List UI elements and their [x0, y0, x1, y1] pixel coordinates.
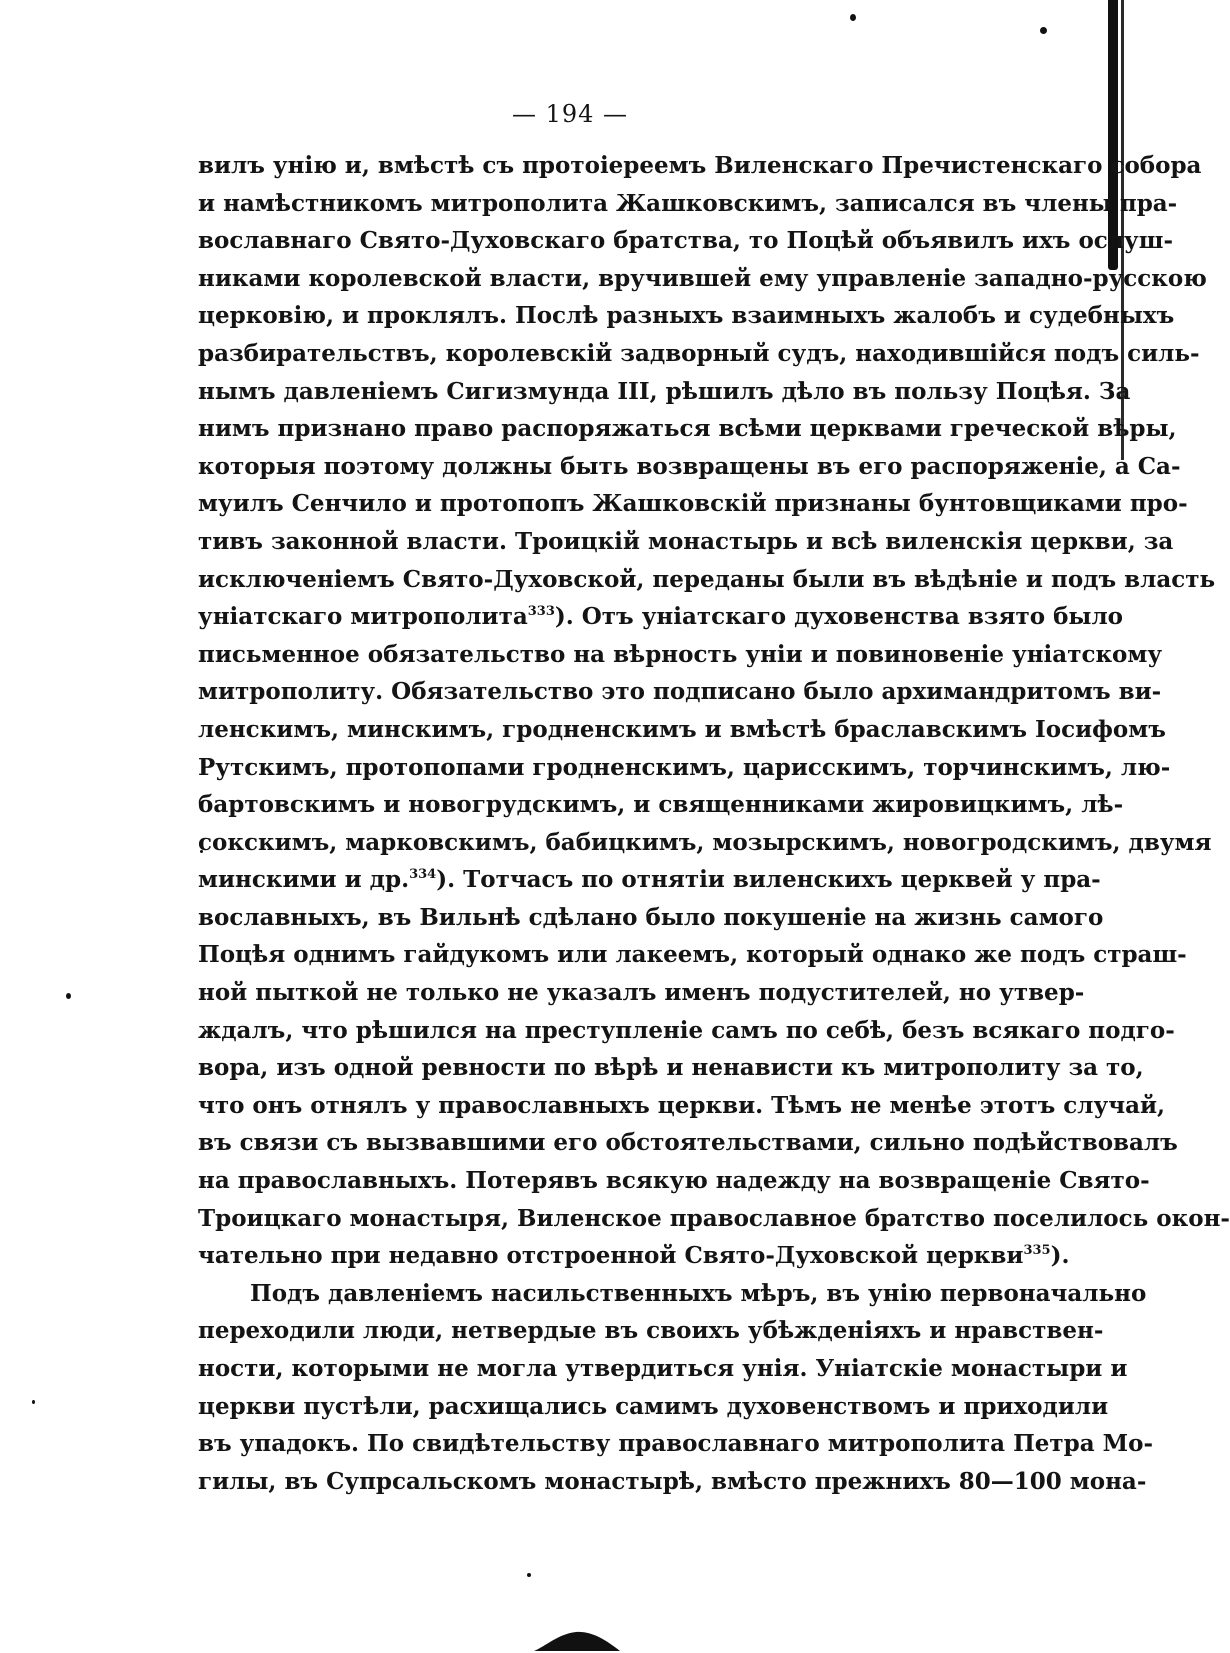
- line-text: Подъ давленіемъ насильственныхъ мѣръ, въ унію первоначально: [250, 1279, 1147, 1307]
- text-line: [198, 1312, 1104, 1350]
- text-line: [198, 974, 1085, 1012]
- footnote-marker: 333: [527, 604, 555, 620]
- scan-speck: [32, 1400, 35, 1404]
- text-line: [198, 598, 1124, 636]
- footnote-marker: 334: [409, 867, 437, 883]
- line-text: Троицкаго монастыря, Виленское православное братство поселилось окон-: [198, 1204, 1230, 1232]
- text-line: [198, 448, 1181, 486]
- line-text: ленскимъ, минскимъ, гродненскимъ и вмѣстѣ браславскимъ Іосифомъ: [198, 715, 1166, 743]
- text-line: [198, 673, 1162, 711]
- text-line: [198, 373, 1131, 411]
- text-line: [198, 222, 1174, 260]
- text-line: [198, 824, 1212, 862]
- text-line: [198, 1350, 1128, 1388]
- text-line: [198, 1463, 1147, 1501]
- line-text: вора, изъ одной ревности по вѣрѣ и ненависти къ митрополиту за то,: [198, 1054, 1144, 1082]
- line-text: чательно при недавно отстроенной Свято-Духовской церкви: [198, 1242, 1024, 1270]
- line-text: сокскимъ, марковскимъ, бабицкимъ, мозырскимъ, новогродскимъ, двумя: [198, 828, 1212, 856]
- text-line: [198, 636, 1163, 674]
- text-line: [198, 523, 1174, 561]
- line-text: въ связи съ вызвавшими его обстоятельствами, сильно подѣйствовалъ: [198, 1129, 1178, 1157]
- text-line: [198, 1124, 1178, 1162]
- text-line: [198, 335, 1200, 373]
- line-text: Поцѣя однимъ гайдукомъ или лакеемъ, который однако же подъ страш-: [198, 941, 1187, 969]
- line-text: уніатскаго митрополита: [198, 603, 528, 631]
- line-text: ной пыткой не только не указалъ именъ подустителей, но утвер-: [198, 979, 1085, 1007]
- line-text: Рутскимъ, протопопами гродненскимъ, царисскимъ, торчинскимъ, лю-: [198, 753, 1171, 781]
- scan-speck: [850, 14, 856, 21]
- text-line: [198, 1237, 1070, 1275]
- text-line: [198, 749, 1171, 787]
- line-text: на православныхъ. Потерявъ всякую надежду на возвращеніе Свято-: [198, 1167, 1150, 1195]
- line-text: письменное обязательство на вѣрность уніи и повиновеніе уніатскому: [198, 640, 1163, 668]
- line-text: нымъ давленіемъ Сигизмунда III, рѣшилъ дѣло въ пользу Поцѣя. За: [198, 377, 1131, 405]
- line-text: гилы, въ Супрсальскомъ монастырѣ, вмѣсто прежнихъ 80—100 мона-: [198, 1467, 1147, 1495]
- text-line: [198, 1425, 1154, 1463]
- text-line: [198, 1200, 1230, 1238]
- line-text: переходили люди, нетвердые въ своихъ убѣжденіяхъ и нравствен-: [198, 1317, 1104, 1345]
- footnote-marker: 335: [1023, 1243, 1051, 1259]
- text-line: [198, 1388, 1109, 1426]
- text-line: [198, 899, 1104, 937]
- printer-ornament: [532, 1626, 622, 1653]
- line-text: минскими и др.: [198, 866, 410, 894]
- text-line: [198, 936, 1187, 974]
- line-text: что онъ отнялъ у православныхъ церкви. Тѣмъ не менѣе этотъ случай,: [198, 1091, 1166, 1119]
- scan-speck: [527, 1573, 531, 1577]
- line-text: бартовскимъ и новогрудскимъ, и священниками жировицкимъ, лѣ-: [198, 791, 1124, 819]
- text-line: [198, 1049, 1144, 1087]
- line-text-continued: ).: [1050, 1242, 1070, 1270]
- text-line: [198, 861, 1101, 899]
- line-text: ности, которыми не могла утвердиться унія. Уніатскіе монастыри и: [198, 1355, 1128, 1382]
- text-line: [198, 1275, 1147, 1313]
- line-text: никами королевской власти, вручившей ему управленіе западно-русскою: [198, 264, 1207, 292]
- line-text: исключеніемъ Свято-Духовской, переданы были въ вѣдѣніе и подъ власть: [198, 565, 1216, 593]
- line-text: тивъ законной власти. Троицкій монастырь и всѣ виленскія церкви, за: [198, 527, 1174, 555]
- text-line: [198, 711, 1166, 749]
- line-text: церкви пустѣли, расхищались самимъ духовенствомъ и приходили: [198, 1392, 1109, 1420]
- line-text: вославнаго Свято-Духовскаго братства, то Поцѣй объявилъ ихъ ослуш-: [198, 227, 1174, 255]
- line-text: въ упадокъ. По свидѣтельству православнаго митрополита Петра Мо-: [198, 1430, 1154, 1458]
- text-line: [198, 1162, 1150, 1200]
- line-text: нимъ признано право распоряжаться всѣми церквами греческой вѣры,: [198, 415, 1177, 443]
- text-line: [198, 147, 1202, 185]
- line-text: и намѣстникомъ митрополита Жашковскимъ, записался въ члены пра-: [198, 189, 1178, 217]
- line-text: вославныхъ, въ Вильнѣ сдѣлано было покушеніе на жизнь самого: [198, 903, 1104, 931]
- line-text: церковію, и проклялъ. Послѣ разныхъ взаимныхъ жалобъ и судебныхъ: [198, 302, 1175, 330]
- text-line: [198, 410, 1177, 448]
- line-text: разбирательствъ, королевскій задворный судъ, находившійся подъ силь-: [198, 339, 1200, 367]
- line-text: ждалъ, что рѣшился на преступленіе самъ по себѣ, безъ всякаго подго-: [198, 1016, 1175, 1044]
- text-line: [198, 260, 1207, 298]
- line-text: которыя поэтому должны быть возвращены въ его распоряженіе, а Са-: [198, 452, 1181, 480]
- text-line: [198, 1012, 1175, 1050]
- body-text: [198, 147, 1230, 1500]
- scan-speck: [1040, 27, 1047, 34]
- text-line: [198, 485, 1188, 523]
- text-line: [198, 185, 1178, 223]
- page-number: — 194 —: [511, 100, 629, 128]
- scan-speck: [66, 993, 71, 999]
- line-text-continued: ). Тотчасъ по отнятіи виленскихъ церквей у пра-: [436, 866, 1101, 894]
- line-text: митрополиту. Обязательство это подписано было архимандритомъ ви-: [198, 678, 1162, 706]
- text-line: [198, 297, 1175, 335]
- line-text-continued: ). Отъ уніатскаго духовенства взято было: [554, 603, 1124, 631]
- line-text: муилъ Сенчило и протопопъ Жашковскій признаны бунтовщиками про-: [198, 490, 1188, 518]
- text-line: [198, 561, 1216, 599]
- text-line: [198, 786, 1124, 824]
- text-line: [198, 1087, 1166, 1125]
- line-text: вилъ унію и, вмѣстѣ съ протоіереемъ Виленскаго Пречистенскаго собора: [198, 152, 1202, 179]
